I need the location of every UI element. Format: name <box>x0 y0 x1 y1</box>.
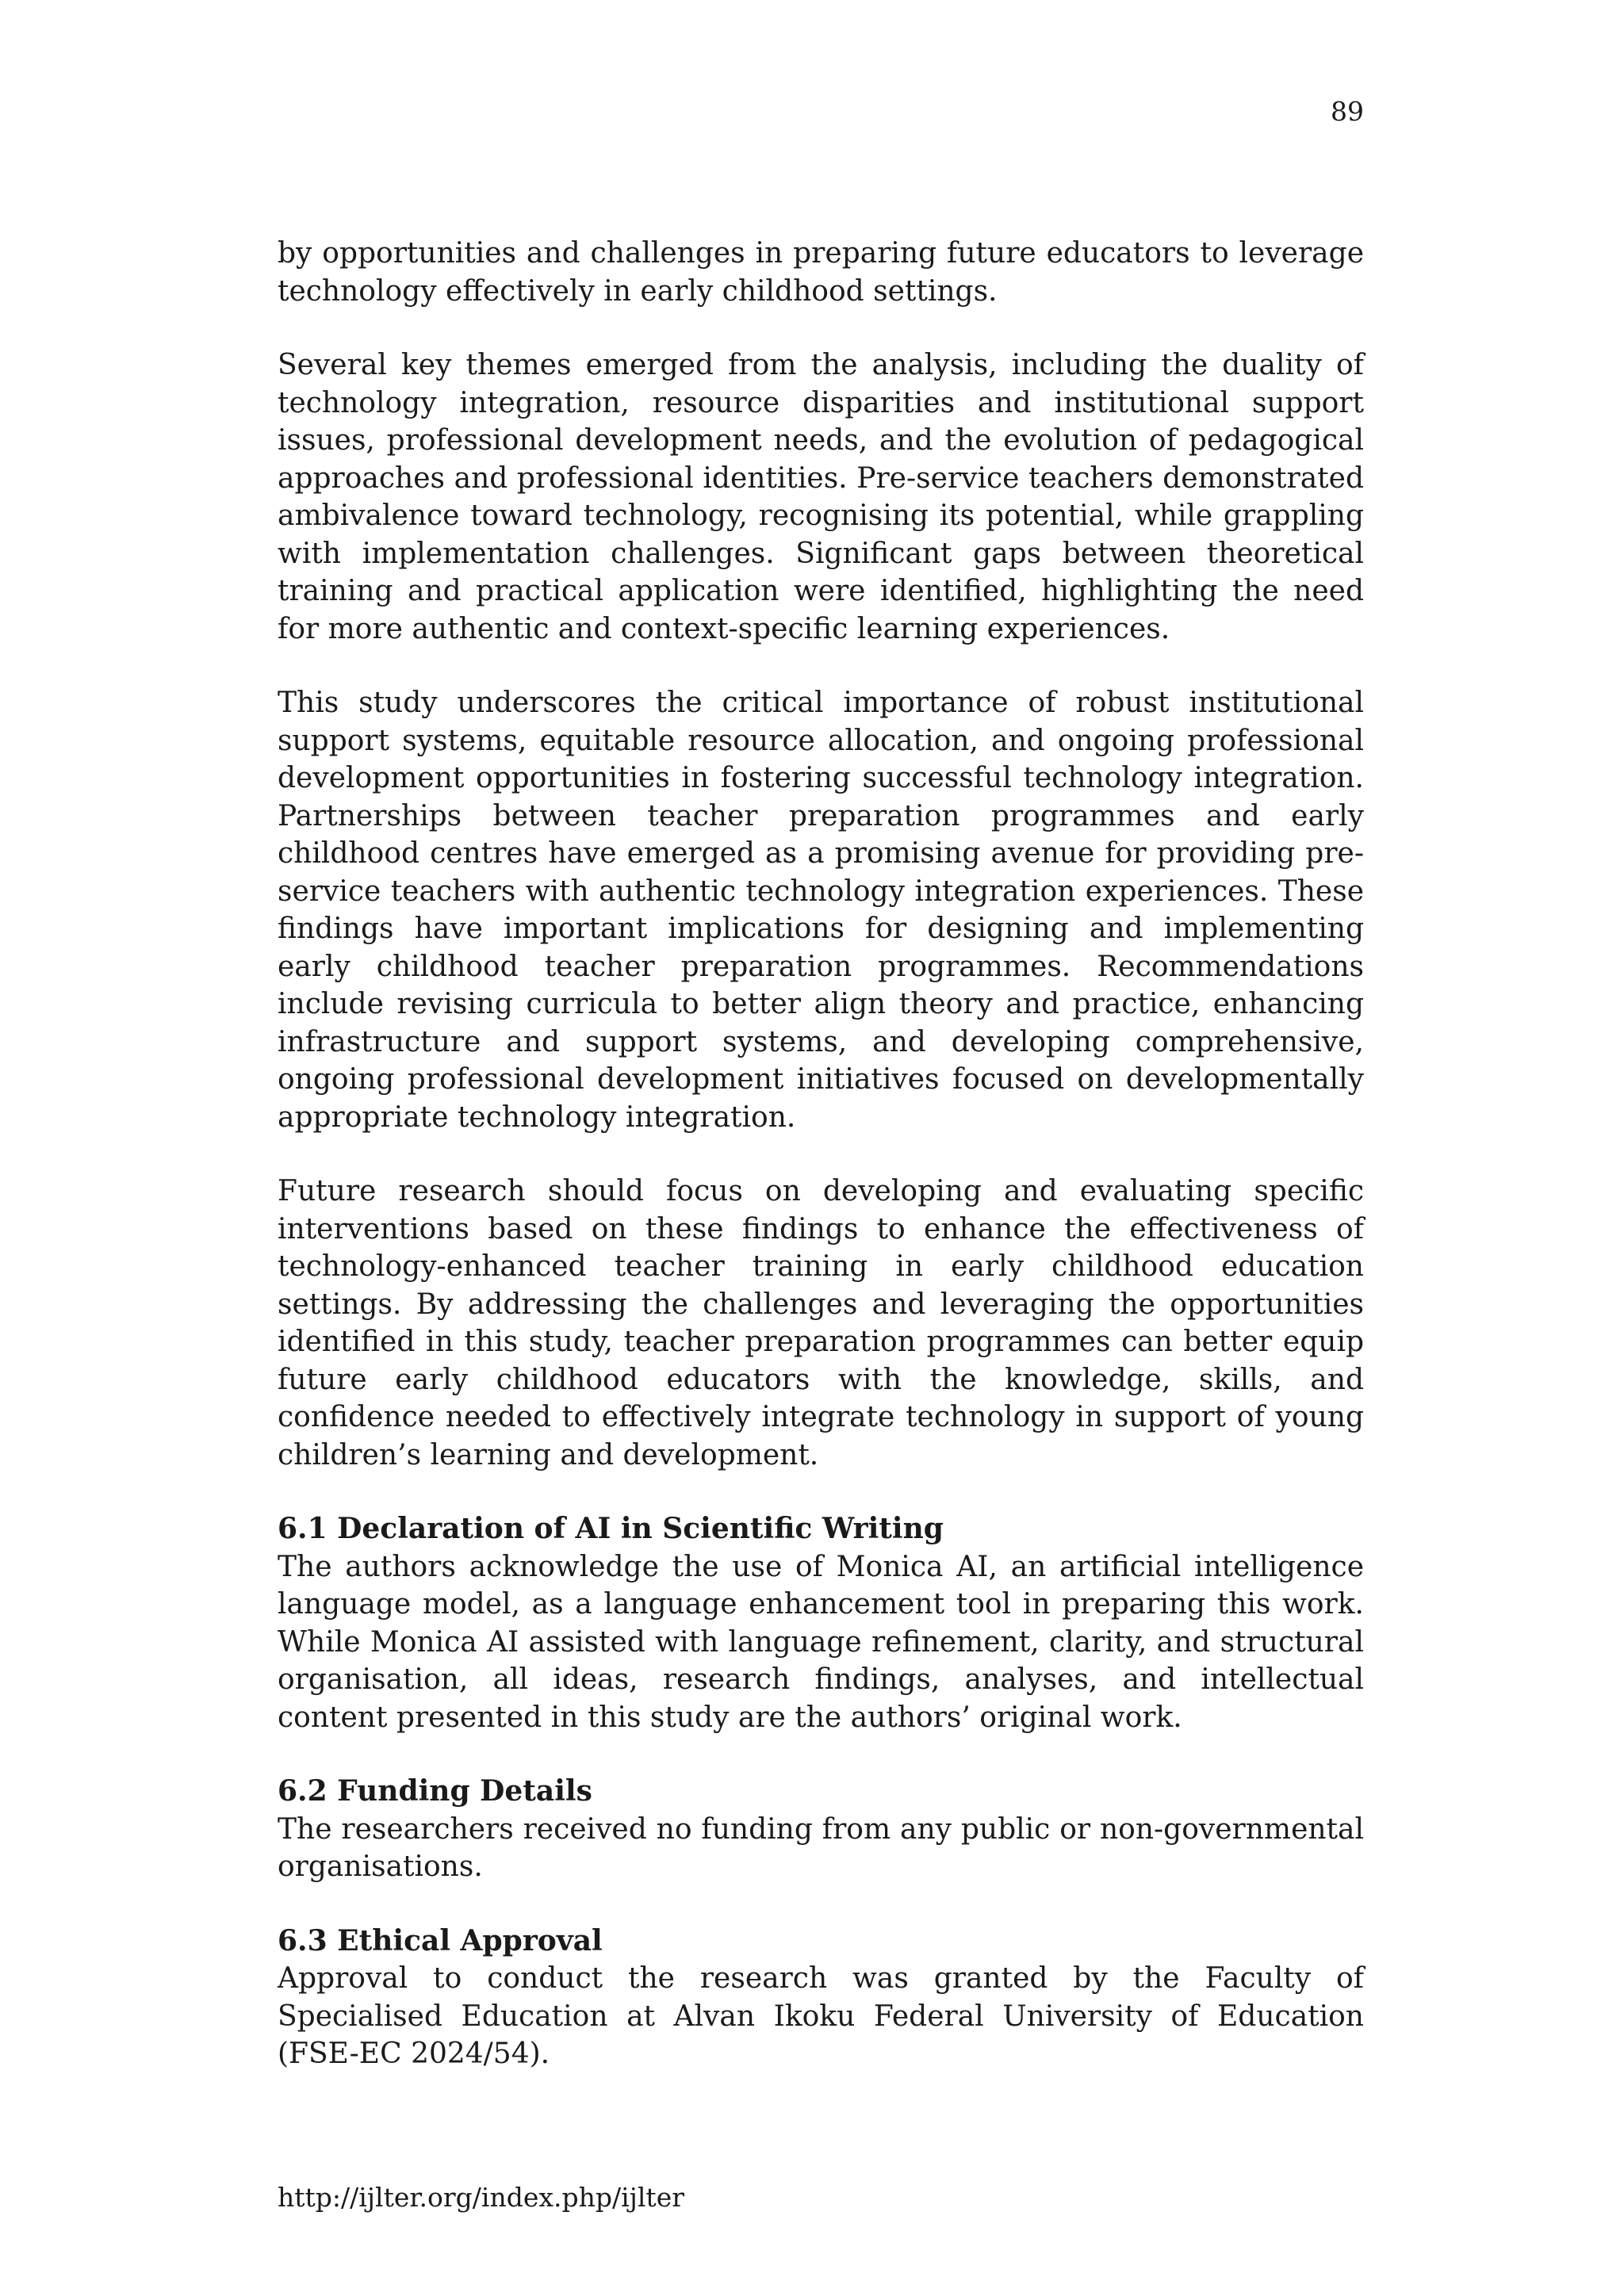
footer-url[interactable]: http://ijlter.org/index.php/ijlter <box>278 2182 684 2213</box>
section-text-funding-details: The researchers received no funding from any public or non-governmental organisations. <box>278 1812 1364 1883</box>
section-ai-declaration <box>278 1510 1364 1736</box>
body-paragraph-3: This study underscores the critical importance of robust institutional support systems, equitable resource allocation, and ongoing professional development opportunities in fostering successful technology integration. Partnerships between teacher preparation programmes and early childhood centres have emerged as a promising avenue for providing pre-service teachers with authentic technology integration experiences. These findings have important implications for designing and implementing early childhood teacher preparation programmes. Recommendations include revising curricula to better align theory and practice, enhancing infrastructure and support systems, and developing comprehensive, ongoing professional development initiatives focused on developmentally appropriate technology integration. <box>278 687 1364 1134</box>
section-text-ethical-approval: Approval to conduct the research was granted by the Faculty of Specialised Education at Alvan Ikoku Federal University of Education (FSE-EC 2024/54). <box>278 1962 1364 2070</box>
body-paragraph-4: Future research should focus on developing and evaluating specific interventions based on these findings to enhance the effectiveness of technology-enhanced teacher training in early childhood education settings. By addressing the challenges and leveraging the opportunities identified in this study, teacher preparation programmes can better equip future early childhood educators with the knowledge, skills, and confidence needed to effectively integrate technology in support of young children’s learning and development. <box>278 1175 1364 1471</box>
section-text-ai-declaration: The authors acknowledge the use of Monica AI, an artificial intelligence language model, as a language enhancement tool in preparing this work. While Monica AI assisted with language refinement, clarity, and structural organisation, all ideas, research findings, analyses, and intellectual content presented in this study are the authors’ original work. <box>278 1550 1364 1734</box>
section-funding-details <box>278 1773 1364 1886</box>
main-text <box>278 235 1364 2110</box>
section-heading-ai-declaration: 6.1 Declaration of AI in Scientific Writing <box>278 1512 944 1545</box>
body-paragraph-2: Several key themes emerged from the analysis, including the duality of technology integration, resource disparities and institutional support issues, professional development needs, and the evolution of pedagogical approaches and professional identities. Pre-service teachers demonstrated ambivalence toward technology, recognising its potential, while grappling with implementation challenges. Significant gaps between theoretical training and practical application were identified, highlighting the need for more authentic and context-specific learning experiences. <box>278 349 1364 645</box>
body-paragraph-1: by opportunities and challenges in preparing future educators to leverage technology effectively in early childhood settings. <box>278 237 1364 308</box>
section-heading-ethical-approval: 6.3 Ethical Approval <box>278 1923 603 1957</box>
section-ethical-approval <box>278 1923 1364 2073</box>
page-number: 89 <box>1331 96 1364 127</box>
section-heading-funding-details: 6.2 Funding Details <box>278 1774 592 1808</box>
